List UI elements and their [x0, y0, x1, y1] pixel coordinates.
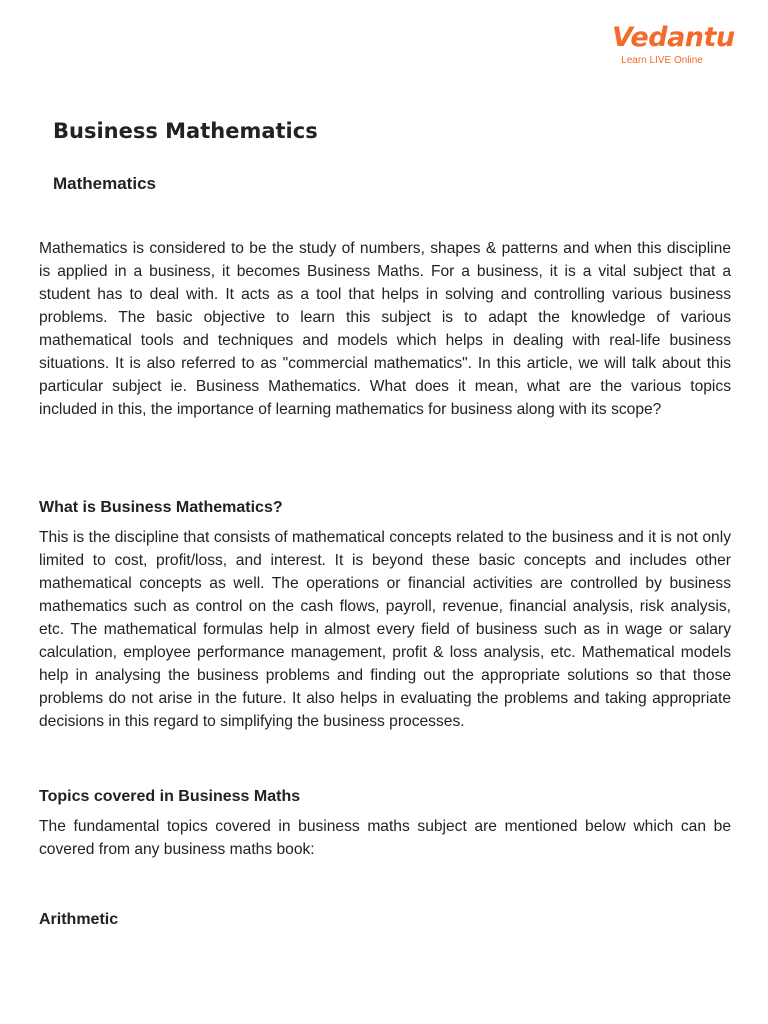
- heading-arithmetic: Arithmetic: [39, 911, 119, 928]
- paragraph-topics-covered: The fundamental topics covered in business maths subject are mentioned below which can be covered from any business maths book:: [39, 818, 731, 858]
- logo-tagline: Learn LIVE Online: [621, 55, 703, 66]
- logo-wordmark: Vedantu: [612, 22, 735, 53]
- page-title: Business Mathematics: [53, 119, 318, 143]
- section-subtitle: Mathematics: [53, 174, 156, 193]
- intro-paragraph: Mathematics is considered to be the study of numbers, shapes & patterns and when this discipline is applied in a business, it becomes Business Maths. For a business, it is a vital subject that a student has to deal with. It acts as a tool that helps in solving and controlling various business problems. The basic objective to learn this subject is to adapt the knowledge of various mathematical tools and techniques and models which helps in dealing with real-life business situations. It is also referred to as "commercial mathematics". In this article, we will talk about this particular subject ie. Business Mathematics. What does it mean, what are the various topics included in this, the importance of learning mathematics for business along with its scope?: [39, 240, 731, 418]
- heading-what-is-business-math: What is Business Mathematics?: [39, 499, 283, 516]
- heading-topics-covered: Topics covered in Business Maths: [39, 788, 301, 805]
- vedantu-logo: [612, 22, 735, 67]
- paragraph-what-is-business-math: This is the discipline that consists of mathematical concepts related to the business and it is not only limited to cost, profit/loss, and interest. It is beyond these basic concepts and includes other mathematical concepts as well. The operations or financial activities are controlled by business mathematics such as control on the cash flows, payroll, revenue, financial analysis, risk analysis, etc. The mathematical formulas help in almost every field of business such as in wage or salary calculation, employee performance management, profit & loss analysis, etc. Mathematical models help in analysing the business problems and finding out the appropriate solutions so that those problems do not arise in the future. It also helps in evaluating the problems and taking appropriate decisions in this regard to simplifying the business processes.: [39, 529, 731, 730]
